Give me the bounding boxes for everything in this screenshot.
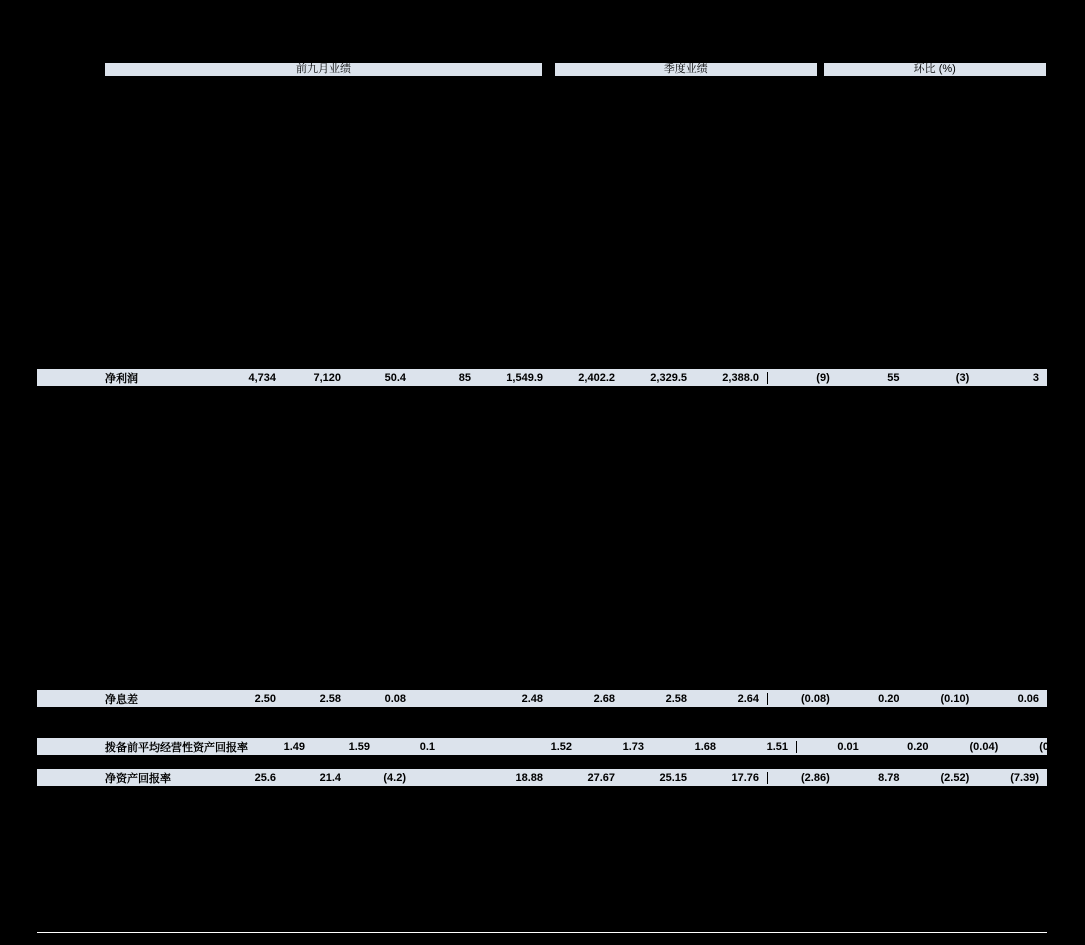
row-segment-nine-month bbox=[248, 741, 508, 753]
cell-value: 8.78 bbox=[878, 771, 900, 784]
cell-value: 85 bbox=[458, 371, 471, 384]
row-segment-nine-month bbox=[219, 372, 479, 384]
row-segment-nine-month bbox=[219, 693, 479, 705]
cell-value bbox=[414, 772, 479, 784]
group-header-qoq: 环比 (%) bbox=[823, 62, 1047, 77]
table-row bbox=[37, 768, 1047, 787]
row-segment-qoq bbox=[767, 772, 1047, 784]
cell-value: 1.59 bbox=[348, 740, 370, 753]
cell-value bbox=[414, 693, 479, 705]
cell-value: (2.86) bbox=[801, 771, 830, 784]
row-label: 净资产回报率 bbox=[105, 772, 171, 785]
cell-value: 0.01 bbox=[837, 740, 859, 753]
cell-value: 0.20 bbox=[907, 740, 929, 753]
row-segment-nine-month bbox=[219, 772, 479, 784]
row-label: 净息差 bbox=[105, 693, 138, 706]
table-row bbox=[37, 368, 1047, 387]
cell-value: 1.68 bbox=[694, 740, 716, 753]
cell-value: (2.52) bbox=[940, 771, 970, 784]
cell-value: (0.17) bbox=[1039, 740, 1068, 753]
cell-value bbox=[443, 741, 508, 753]
cell-value: 0.1 bbox=[419, 740, 435, 753]
group-header-quarterly: 季度业绩 bbox=[554, 62, 817, 77]
cell-value: (0.08) bbox=[801, 692, 830, 705]
cell-value: 55 bbox=[887, 371, 900, 384]
cell-value: 7,120 bbox=[313, 371, 341, 384]
row-segment-qoq bbox=[767, 372, 1047, 384]
row-segment-quarterly bbox=[479, 772, 767, 784]
cell-value: 25.15 bbox=[659, 771, 687, 784]
cell-value: 18.88 bbox=[515, 771, 543, 784]
cell-value: 1.51 bbox=[766, 740, 788, 753]
cell-value: 1,549.9 bbox=[506, 371, 543, 384]
cell-value: 21.4 bbox=[319, 771, 341, 784]
footer-divider bbox=[37, 932, 1047, 933]
cell-value: 2.48 bbox=[521, 692, 543, 705]
table-row bbox=[37, 737, 1068, 756]
cell-value: 1.73 bbox=[622, 740, 644, 753]
cell-value: 17.76 bbox=[731, 771, 759, 784]
table-row bbox=[37, 689, 1047, 708]
cell-value: 2.64 bbox=[737, 692, 759, 705]
cell-value: (3) bbox=[955, 371, 970, 384]
cell-value: 2.68 bbox=[593, 692, 615, 705]
row-segment-quarterly bbox=[508, 741, 796, 753]
row-label: 净利润 bbox=[105, 372, 138, 385]
cell-value: 2.50 bbox=[254, 692, 276, 705]
cell-value: 4,734 bbox=[248, 371, 276, 384]
cell-value: 50.4 bbox=[384, 371, 406, 384]
cell-value: 2.58 bbox=[319, 692, 341, 705]
cell-value: (9) bbox=[816, 371, 830, 384]
row-segment-qoq bbox=[796, 741, 1076, 753]
cell-value: 0.06 bbox=[1017, 692, 1039, 705]
cell-value: 25.6 bbox=[254, 771, 276, 784]
cell-value: 2,329.5 bbox=[650, 371, 687, 384]
group-header-nine-month: 前九月业绩 bbox=[104, 62, 543, 77]
cell-value: 0.08 bbox=[384, 692, 406, 705]
cell-value: 2.58 bbox=[665, 692, 687, 705]
table-group-header bbox=[104, 62, 1047, 77]
cell-value: (0.10) bbox=[940, 692, 970, 705]
cell-value: 27.67 bbox=[587, 771, 615, 784]
cell-value: 3 bbox=[1032, 371, 1039, 384]
cell-value: (7.39) bbox=[1010, 771, 1039, 784]
row-segment-qoq bbox=[767, 693, 1047, 705]
cell-value: (0.04) bbox=[969, 740, 999, 753]
cell-value: 2,388.0 bbox=[722, 371, 759, 384]
cell-value: 0.20 bbox=[878, 692, 900, 705]
cell-value: 1.49 bbox=[283, 740, 305, 753]
row-segment-quarterly bbox=[479, 693, 767, 705]
cell-value: 2,402.2 bbox=[578, 371, 615, 384]
cell-value: 1.52 bbox=[550, 740, 572, 753]
row-label: 拨备前平均经营性资产回报率 bbox=[105, 741, 248, 754]
cell-value: (4.2) bbox=[383, 771, 406, 784]
row-segment-quarterly bbox=[479, 372, 767, 384]
